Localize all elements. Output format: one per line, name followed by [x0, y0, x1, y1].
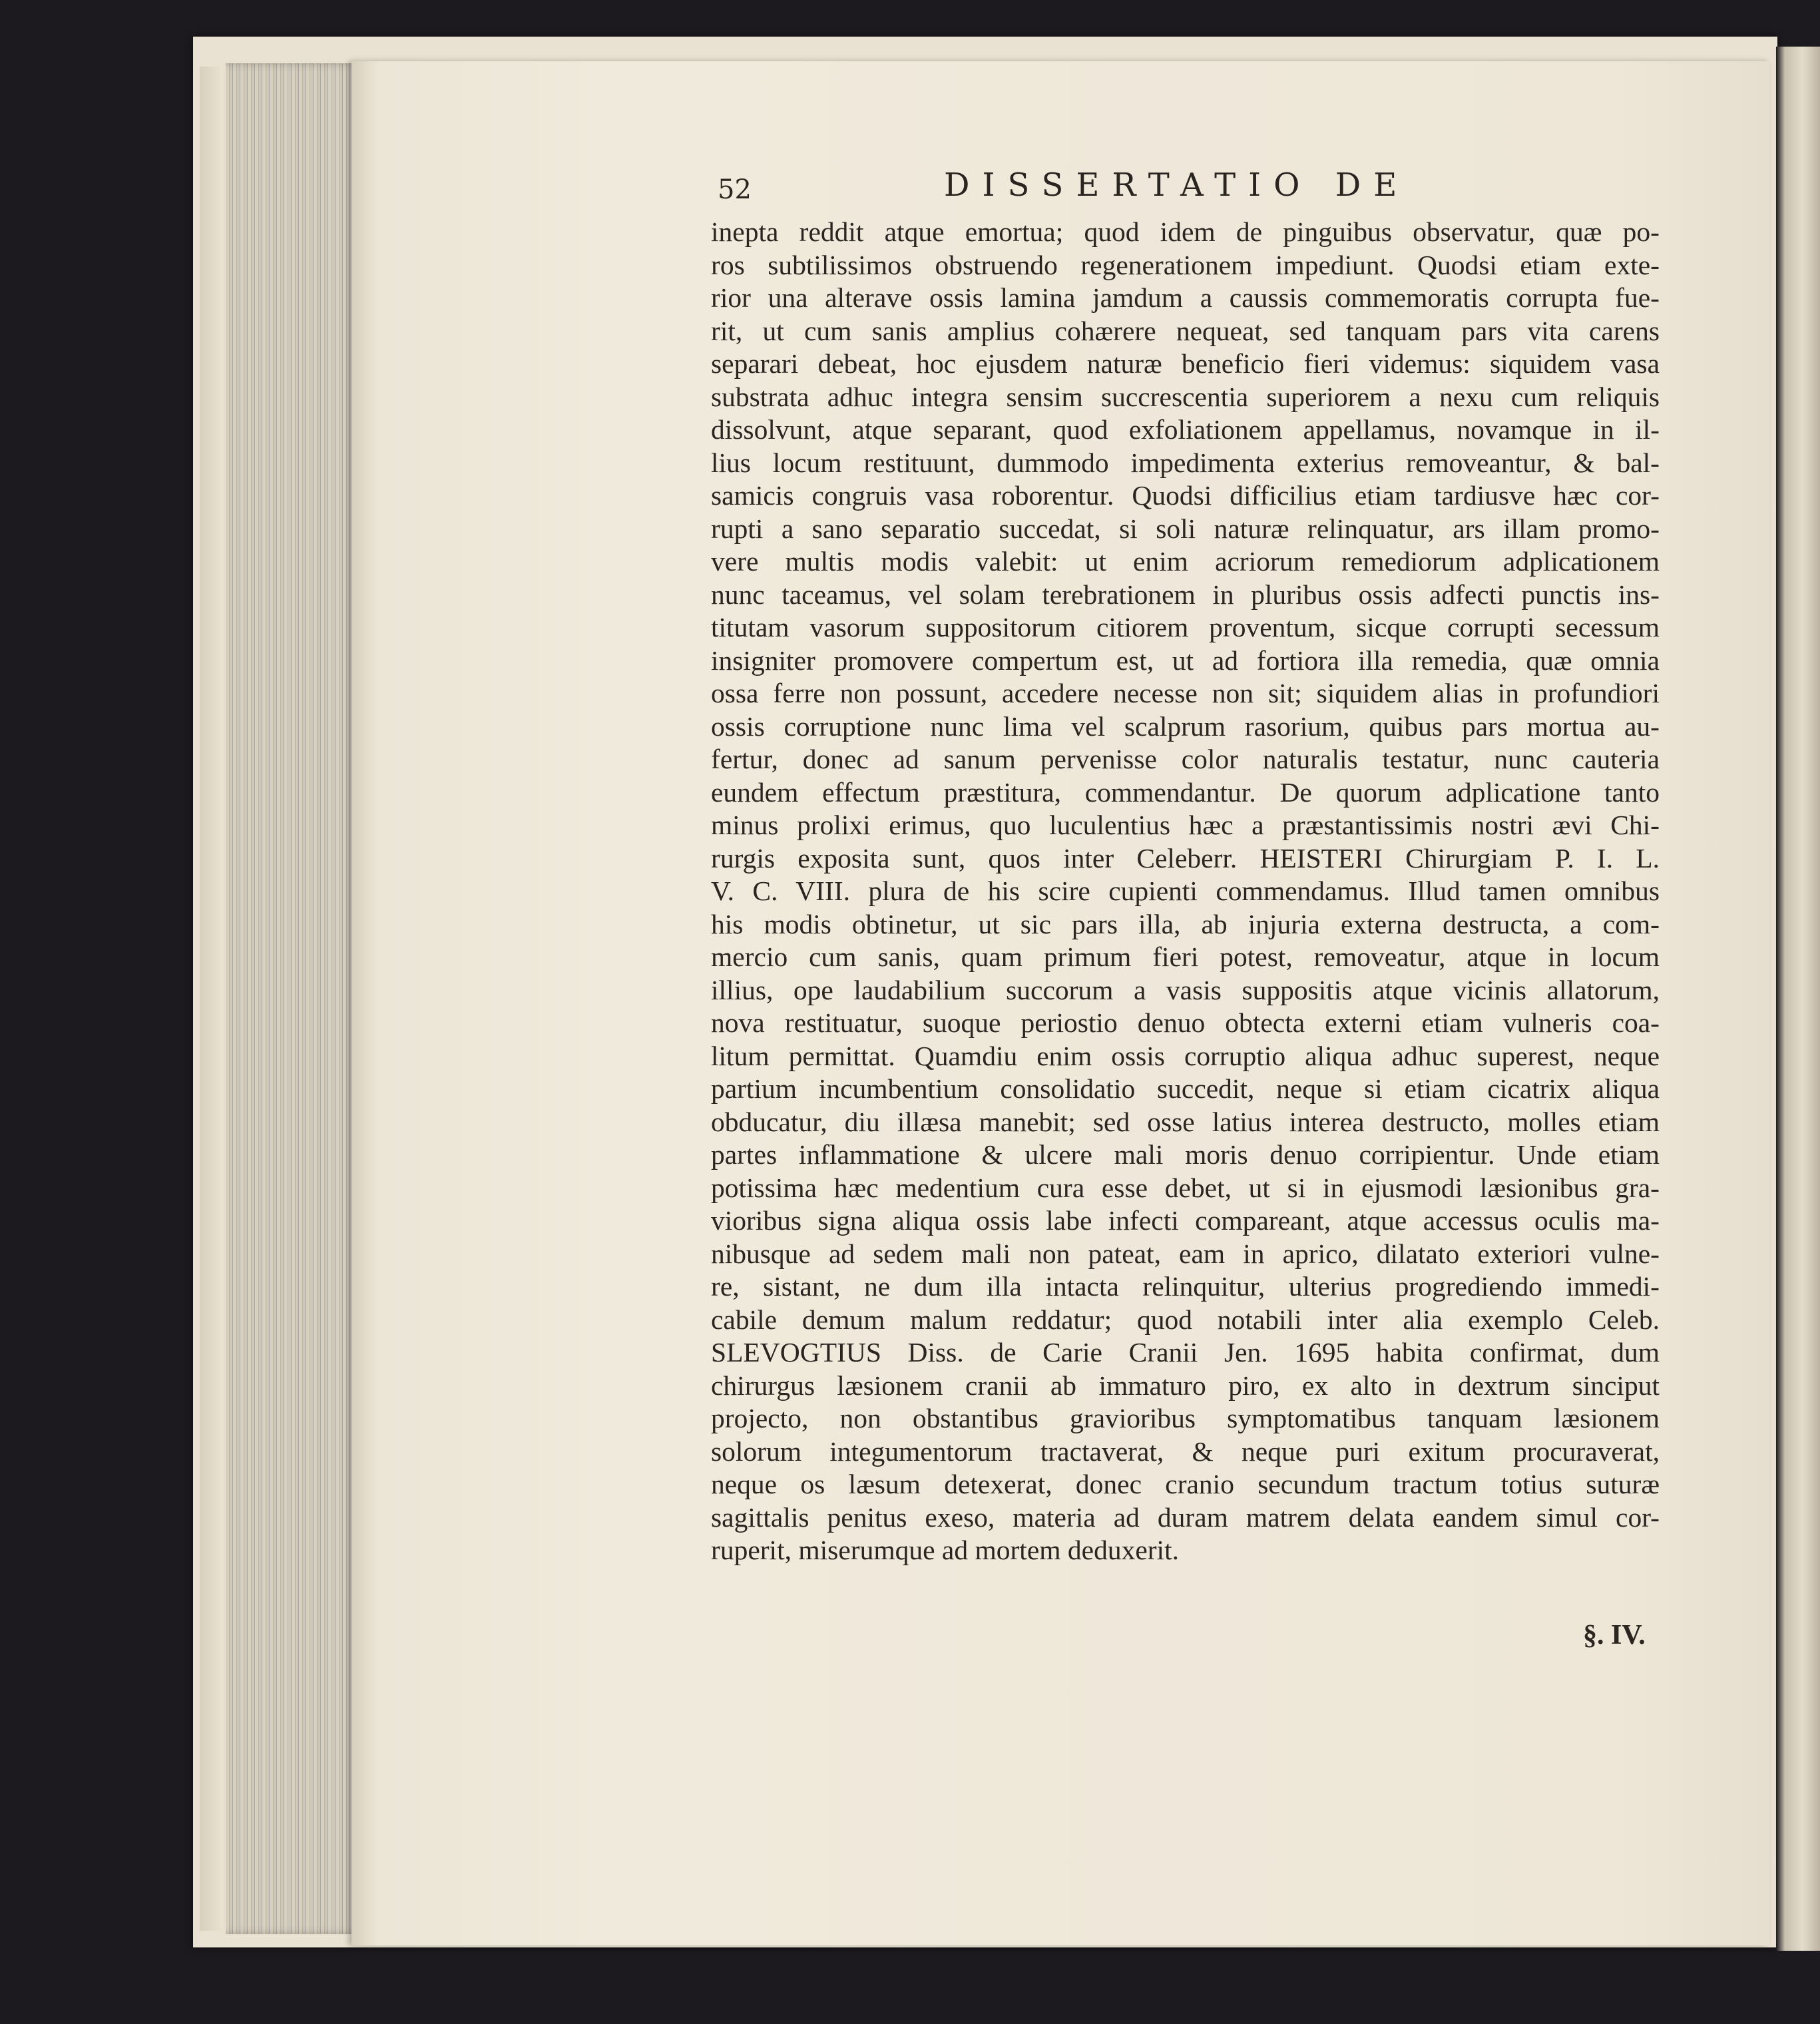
text-line: nibusque ad sedem mali non pateat, eam in aprico, dilatato exteriori vulne-	[711, 1238, 1660, 1269]
text-line: his modis obtinetur, ut sic pars illa, ab injuria externa destructa, a com-	[711, 908, 1660, 939]
text-line: vioribus signa aliqua ossis labe infecti compareant, atque accessus oculis ma-	[711, 1205, 1660, 1236]
text-line: projecto, non obstantibus gravioribus symptomatibus tanquam læsionem	[711, 1403, 1660, 1433]
running-title: DISSERTATIO DE	[944, 166, 1410, 204]
text-line: rupti a sano separatio succedat, si soli naturæ relinquatur, ars illam promo-	[711, 513, 1660, 544]
text-line: dissolvunt, atque separant, quod exfoliationem appellamus, novamque in il-	[711, 414, 1660, 445]
page-number: 52	[718, 174, 752, 205]
text-line: samicis congruis vasa roborentur. Quodsi difficilius etiam tardiusve hæc cor-	[711, 480, 1660, 511]
page-stack	[223, 63, 359, 1934]
text-line: obducatur, diu illæsa manebit; sed osse latius interea destructo, molles etiam	[711, 1106, 1660, 1137]
text-line: nunc taceamus, vel solam terebrationem in pluribus ossis adfecti punctis ins-	[711, 579, 1660, 610]
text-line: potissima hæc medentium cura esse debet, ut si in ejusmodi læsionibus gra-	[711, 1172, 1660, 1203]
text-line: substrata adhuc integra sensim succrescentia superiorem a nexu cum reliquis	[711, 381, 1660, 412]
text-line: chirurgus læsionem cranii ab immaturo piro, ex alto in dextrum sinciput	[711, 1370, 1660, 1401]
text-line: minus prolixi erimus, quo luculentius hæc a præstantissimis nostri ævi Chi-	[711, 810, 1660, 840]
text-line: SLEVOGTIUS Diss. de Carie Cranii Jen. 1695 habita confirmat, dum	[711, 1337, 1660, 1368]
text-line: rior una alterave ossis lamina jamdum a caussis commemoratis corrupta fue-	[711, 282, 1660, 313]
text-line: titutam vasorum suppositorum citiorem proventum, sicque corrupti secessum	[711, 612, 1660, 642]
text-line: rurgis exposita sunt, quos inter Celeberr. HEISTERI Chirurgiam P. I. L.	[711, 842, 1660, 874]
text-line: nova restituatur, suoque periostio denuo obtecta externi etiam vulneris coa-	[711, 1007, 1660, 1038]
text-line: mercio cum sanis, quam primum fieri potest, removeatur, atque in locum	[711, 941, 1660, 972]
text-line: re, sistant, ne dum illa intacta relinquitur, ulterius progrediendo immedi-	[711, 1271, 1660, 1302]
text-line: partium incumbentium consolidatio succedit, neque si etiam cicatrix aliqua	[711, 1073, 1660, 1104]
text-line: vere multis modis valebit: ut enim acriorum remediorum adplicationem	[711, 546, 1660, 577]
left-page-edges	[200, 67, 226, 1931]
text-line: separari debeat, hoc ejusdem naturæ beneficio fieri videmus: siquidem vasa	[711, 348, 1660, 379]
text-line: ossis corruptione nunc lima vel scalprum rasorium, quibus pars mortua au-	[711, 710, 1660, 742]
text-line: solorum integumentorum tractaverat, & neque puri exitum procuraverat,	[711, 1435, 1660, 1467]
text-line: litum permittat. Quamdiu enim ossis corruptio aliqua adhuc superest, neque	[711, 1040, 1660, 1071]
book-page	[351, 61, 1769, 1945]
text-line: insigniter promovere compertum est, ut ad fortiora illa remedia, quæ omnia	[711, 644, 1660, 676]
text-line: ros subtilissimos obstruendo regenerationem impediunt. Quodsi etiam exte-	[711, 249, 1660, 280]
text-line: partes inflammatione & ulcere mali moris denuo corripientur. Unde etiam	[711, 1139, 1660, 1170]
text-line: eundem effectum præstitura, commendantur. De quorum adplicatione tanto	[711, 776, 1660, 808]
text-line: ruperit, miserumque ad mortem deduxerit.	[711, 1535, 1179, 1565]
text-line: rit, ut cum sanis amplius cohærere nequeat, sed tanquam pars vita carens	[711, 315, 1660, 346]
catchword: §. IV.	[1583, 1620, 1646, 1650]
facing-page-edge	[1776, 47, 1820, 1951]
text-line: illius, ope laudabilium succorum a vasis suppositis atque vicinis allatorum,	[711, 974, 1660, 1005]
text-line: neque os læsum detexerat, donec cranio secundum tractum totius suturæ	[711, 1469, 1660, 1499]
text-line: cabile demum malum reddatur; quod notabili inter alia exemplo Celeb.	[711, 1304, 1660, 1335]
body-text	[711, 216, 1660, 1567]
text-line: lius locum restituunt, dummodo impedimenta exterius removeantur, & bal-	[711, 447, 1660, 478]
text-line: sagittalis penitus exeso, materia ad duram matrem delata eandem simul cor-	[711, 1501, 1660, 1533]
text-line: fertur, donec ad sanum pervenisse color naturalis testatur, nunc cauteria	[711, 744, 1660, 774]
text-line: inepta reddit atque emortua; quod idem de pinguibus observatur, quæ po-	[711, 216, 1660, 247]
text-line: ossa ferre non possunt, accedere necesse non sit; siquidem alias in profundiori	[711, 678, 1660, 708]
text-line: V. C. VIII. plura de his scire cupienti commendamus. Illud tamen omnibus	[711, 876, 1660, 906]
page-header	[351, 161, 1769, 208]
